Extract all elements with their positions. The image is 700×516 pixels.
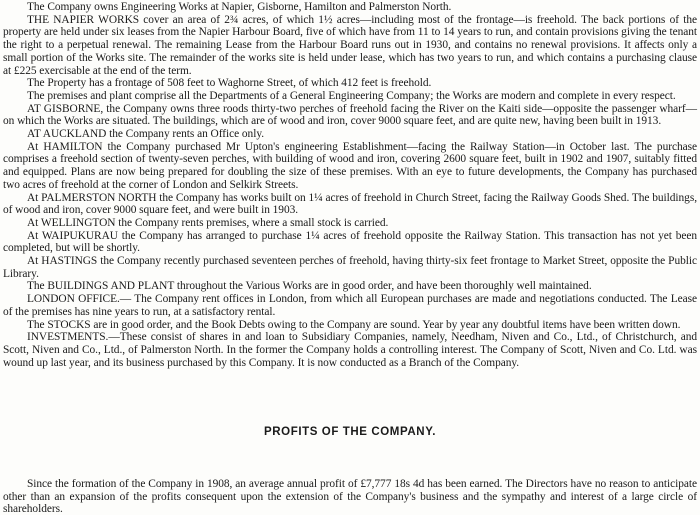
paragraph-investments: INVESTMENTS.—These consist of shares in and loan to Subsidiary Companies, namely, Needham, Niven and Co., Ltd., of Christchurch, and Scott, Niven and Co., Ltd., of Palmerston North. In the former the Company holds a controlling interest. The Company of Scott, Niven and Co. Ltd. was wound up last year, and its business purchased by this Company. It is now conducted as a Branch of the Company. — [3, 331, 697, 369]
paragraph-company-works: The Company owns Engineering Works at Napier, Gisborne, Hamilton and Palmerston North. — [27, 1, 452, 13]
paragraph-waipukurau: At WAIPUKURAU the Company has arranged to purchase 1¼ acres of freehold opposite the Railway Station. This transaction has not yet been completed, but will be shortly. — [3, 229, 697, 255]
paragraph-hastings: At HASTINGS the Company recently purchased seventeen perches of freehold, having thirty-six feet frontage to Market Street, opposite the Public Library. — [3, 255, 697, 280]
paragraph-gisborne: AT GISBORNE, the Company owns three roods thirty-two perches of freehold facing the River on the Kaiti side—opposite the passenger wharf—on which the Works are situated. The buildings, which are of wood and iron, cover 9000 square feet, and are quite new, having been built in 1913. — [3, 102, 697, 128]
paragraph-napier-frontage: The Property has a frontage of 508 feet to Waghorne Street, of which 412 feet is freehold. — [27, 77, 432, 90]
paragraph-profits: Since the formation of the Company in 1908, an average annual profit of £7,777 18s 4d has been earned. The Directors have no reason to anticipate other than an expansion of the profits consequent upon the extension of the Company's business and the sympathy and interest of a large circle of shareholders. — [3, 478, 697, 515]
paragraph-hamilton: At HAMILTON the Company purchased Mr Upton's engineering Establishment—facing the Railway Station—in October last. The purchase comprises a freehold section of twenty-seven perches, with building of wood and iron, covering 2600 square feet, built in 1902 and 1907, suitably fitted and equipped. Plans are now being prepared for doubling the size of these premises. With an eye to future developments, the Company has purchased two acres of freehold at the corner of London and Selkirk Streets. — [3, 140, 697, 191]
company-properties-article — [3, 1, 697, 369]
paragraph-wellington: At WELLINGTON the Company rents premises, where a small stock is carried. — [27, 216, 389, 229]
paragraph-premises-plant: The premises and plant comprise all the Departments of a General Engineering Company; the Works are modern and complete in every respect. — [27, 89, 676, 102]
paragraph-napier-works: THE NAPIER WORKS cover an area of 2¾ acres, of which 1½ acres—including most of the frontage—is freehold. The back portions of the property are held under six leases from the Napier Harbour Board, five of which have from 11 to 14 years to run, and contain provisions giving the tenant the right to a perpetual renewal. The remaining Lease from the Harbour Board runs out in 1930, and contains no renewal provisions. It affects only a small portion of the Works site. The remainder of the works site is held under lease, which has two years to run, and which contains a purchasing clause at £225 exercisable at the end of the term. — [3, 13, 697, 77]
profits-heading-container — [0, 426, 700, 438]
paragraph-stocks: The STOCKS are in good order, and the Book Debts owing to the Company are sound. Year by year any doubtful items have been written down. — [27, 318, 681, 331]
paragraph-auckland: AT AUCKLAND the Company rents an Office only. — [27, 128, 265, 141]
paragraph-palmerston-north: At PALMERSTON NORTH the Company has works built on 1¼ acres of freehold in Church Street, facing the Railway Goods Shed. The buildings, of wood and iron, cover 9000 square feet, and were built in 1903. — [3, 191, 697, 217]
section-heading-profits: PROFITS OF THE COMPANY. — [263, 426, 437, 438]
profits-section — [3, 478, 697, 516]
paragraph-buildings-plant: The BUILDINGS AND PLANT throughout the Various Works are in good order, and have been thoroughly well maintained. — [27, 280, 592, 293]
paragraph-london-office: LONDON OFFICE.— The Company rent offices in London, from which all European purchases are made and negotiations conducted. The Lease of the premises has nine years to run, at a satisfactory rental. — [3, 293, 697, 318]
